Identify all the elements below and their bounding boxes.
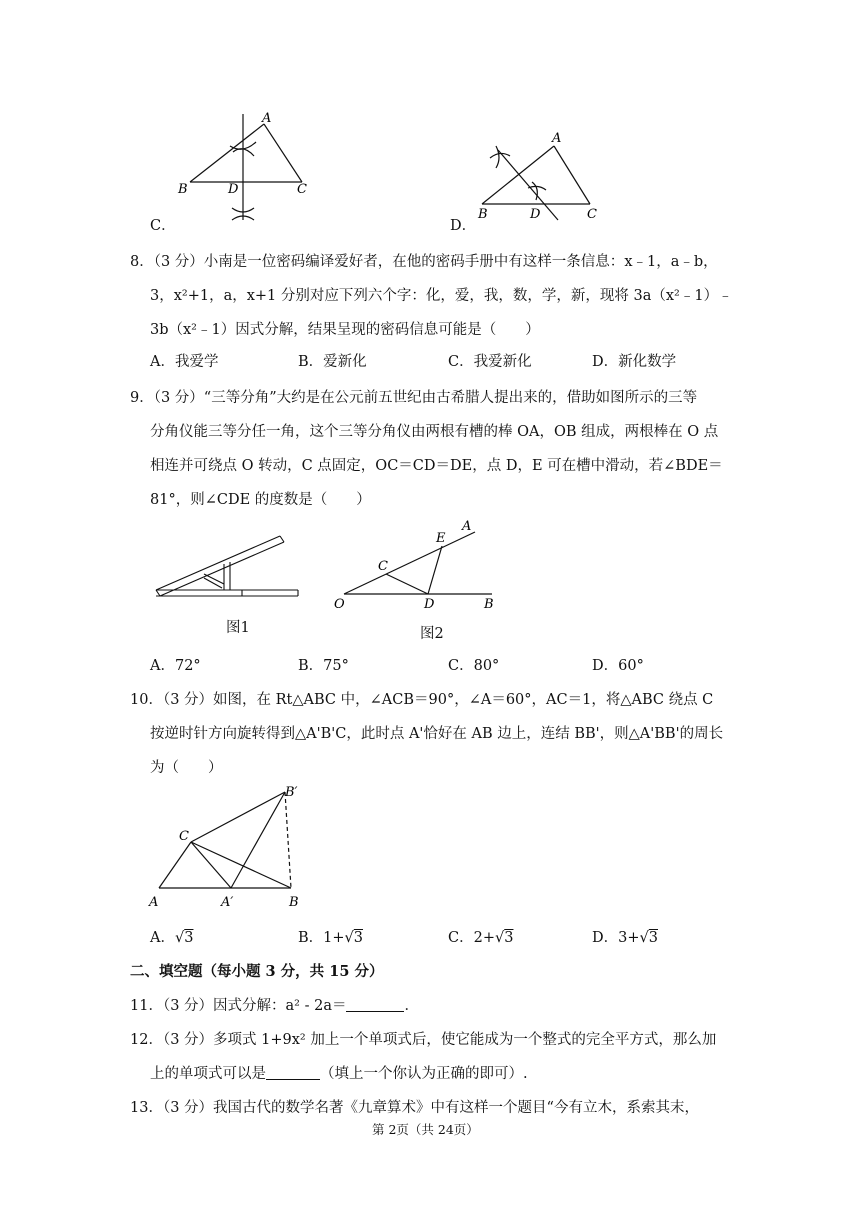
q8-option-b: B．爱新化 bbox=[298, 354, 367, 370]
q11-answer-blank[interactable] bbox=[346, 999, 404, 1012]
q10-option-d: D．3+√3 bbox=[592, 930, 658, 946]
q8-line2: 3，x²+1，a，x+1 分别对应下列六个字：化，爱，我，数，学，新，现将 3a（x²﹣1）﹣ bbox=[150, 288, 733, 304]
q9-option-d: D．60° bbox=[592, 658, 644, 674]
q13-line1: 13．（3 分）我国古代的数学名著《九章算术》中有这样一个题目“今有立木，系索其末， bbox=[130, 1100, 699, 1116]
q10-label-a: A bbox=[149, 895, 159, 910]
q12-line1: 12．（3 分）多项式 1+9x² 加上一个单项式后，使它能成为一个整式的完全平方式，那么加 bbox=[130, 1032, 717, 1048]
q9-line1: 9．（3 分）“三等分角”大约是在公元前五世纪由古希腊人提出来的，借助如图所示的三等 bbox=[130, 390, 698, 406]
q12-line2-suffix: （填上一个你认为正确的即可）. bbox=[320, 1066, 528, 1082]
fig-d-label-a: A bbox=[552, 131, 562, 146]
q8-option-d: D．新化数学 bbox=[592, 354, 677, 370]
fig2-label-o: O bbox=[334, 597, 345, 612]
q10-figure bbox=[145, 780, 315, 912]
q11-suffix: ． bbox=[404, 998, 419, 1014]
sqrt-icon: √ bbox=[174, 930, 185, 946]
q10-label-b: B bbox=[289, 895, 299, 910]
q10-line2: 按逆时针方向旋转得到△A'B'C，此时点 A'恰好在 AB 边上，连结 BB'，则△A'BB'的周长 bbox=[150, 726, 724, 742]
q9-fig1-caption: 图1 bbox=[226, 620, 250, 636]
fig2-label-d: D bbox=[424, 597, 435, 612]
q7-option-d: D． bbox=[450, 218, 477, 234]
sqrt-icon: √ bbox=[494, 930, 505, 946]
q9-line3: 相连并可绕点 O 转动，C 点固定，OC＝CD＝DE，点 D，E 可在槽中滑动，若∠BDE＝ bbox=[150, 458, 723, 474]
sqrt-icon: √ bbox=[639, 930, 649, 946]
fig-d-label-d: D bbox=[530, 207, 541, 222]
q9-fig2-caption: 图2 bbox=[420, 626, 444, 642]
page-footer: 第 2页（共 24页） bbox=[372, 1122, 479, 1137]
fig2-label-a: A bbox=[462, 519, 472, 534]
q11-prefix: 11．（3 分）因式分解：a² - 2a＝ bbox=[130, 998, 347, 1014]
q8-option-a: A．我爱学 bbox=[150, 354, 219, 370]
q8-line3: 3b（x²﹣1）因式分解，结果呈现的密码信息可能是（ ） bbox=[150, 322, 540, 338]
fig-c-label-a: A bbox=[262, 111, 272, 126]
q11 bbox=[130, 994, 419, 1015]
fig2-label-e: E bbox=[436, 531, 446, 546]
q8-line1-math: x﹣1，a﹣b， bbox=[624, 254, 718, 270]
q7-option-c: C． bbox=[150, 218, 176, 234]
q12-line2-prefix: 上的单项式可以是 bbox=[150, 1066, 266, 1082]
q10-label-c: C bbox=[179, 829, 189, 844]
section-2-title: 二、填空题（每小题 3 分，共 15 分） bbox=[130, 963, 384, 980]
fig-c-label-b: B bbox=[178, 182, 188, 197]
q9-option-b: B．75° bbox=[298, 658, 349, 674]
fig-c-label-d: D bbox=[228, 182, 239, 197]
fig-d-label-b: B bbox=[478, 207, 488, 222]
q12-answer-blank[interactable] bbox=[266, 1067, 320, 1080]
q10-option-b: B．1+√3 bbox=[298, 930, 364, 946]
fig2-label-b: B bbox=[484, 597, 494, 612]
fig2-label-c: C bbox=[378, 559, 388, 574]
q9-line2: 分角仪能三等分任一角，这个三等分角仪由两根有槽的棒 OA，OB 组成，两根棒在 O 点 bbox=[150, 424, 719, 440]
fig-d-label-c: C bbox=[587, 207, 597, 222]
q9-figure-2 bbox=[330, 518, 510, 618]
q9-option-a: A．72° bbox=[150, 658, 201, 674]
q10-line1: 10．（3 分）如图，在 Rt△ABC 中，∠ACB＝90°，∠A＝60°，AC＝1，将△ABC 绕点 C bbox=[130, 692, 714, 708]
q9-option-c: C．80° bbox=[448, 658, 500, 674]
q7-figure-c bbox=[170, 108, 320, 223]
q10-label-bprime: B′ bbox=[285, 785, 298, 800]
q10-option-a: A．√3 bbox=[150, 930, 194, 946]
q7-figure-d bbox=[470, 128, 610, 228]
sqrt-icon: √ bbox=[344, 930, 354, 946]
q12-line2 bbox=[150, 1062, 528, 1083]
q10-label-aprime: A′ bbox=[221, 895, 234, 910]
q10-line3: 为（ ） bbox=[150, 760, 223, 776]
q9-figure-1 bbox=[150, 528, 310, 608]
q10-option-c: C．2+√3 bbox=[448, 930, 514, 946]
q9-line4: 81°，则∠CDE 的度数是（ ） bbox=[150, 492, 371, 508]
q8-line1-prefix: 8．（3 分）小南是一位密码编译爱好者，在他的密码手册中有这样一条信息： bbox=[130, 254, 625, 270]
q8-option-c: C．我爱新化 bbox=[448, 354, 532, 370]
fig-c-label-c: C bbox=[297, 182, 307, 197]
q8-line1 bbox=[130, 250, 718, 271]
